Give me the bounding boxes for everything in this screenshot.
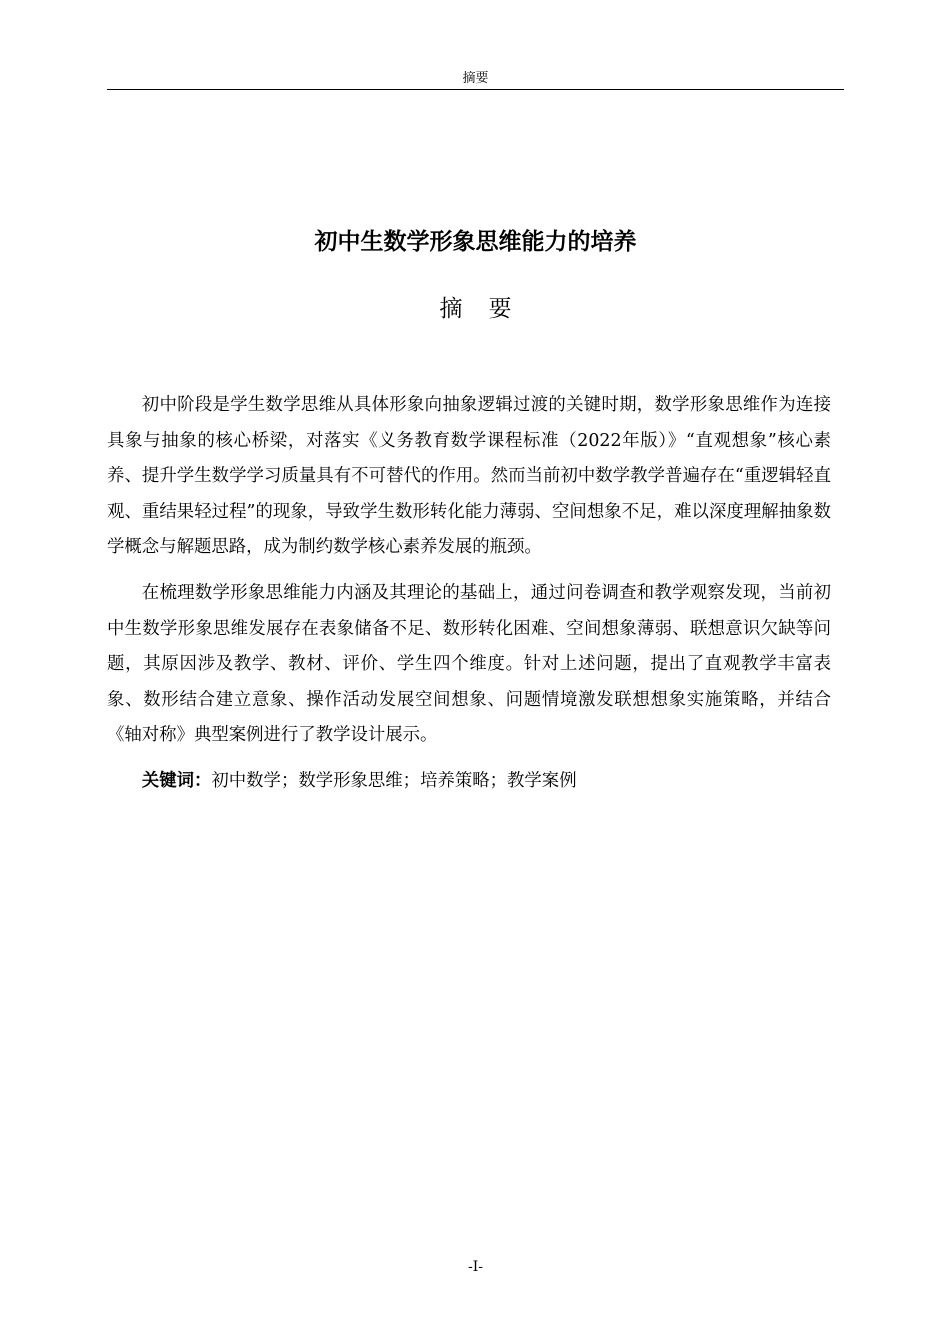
page-number: -I- <box>468 1259 483 1275</box>
abstract-heading-char-1: 摘 <box>439 296 463 322</box>
header-rule <box>107 89 844 90</box>
keywords-label: 关键词： <box>141 770 212 791</box>
abstract-paragraph-1: 初中阶段是学生数学思维从具体形象向抽象逻辑过渡的关键时期，数学形象思维作为连接具象与抽象的核心桥梁，对落实《义务教育数学课程标准（2022年版）》“直观想象”核心素养、提升学生数学学习质量具有不可替代的作用。然而当前初中数学教学普遍存在“重逻辑轻直观、重结果轻过程”的现象，导致学生数形转化能力薄弱、空间想象不足，难以深度理解抽象数学概念与解题思路，成为制约数学核心素养发展的瓶颈。 <box>107 395 831 558</box>
keywords-line <box>107 764 831 800</box>
running-header: 摘要 <box>462 71 489 86</box>
keywords-text: 初中数学；数学形象思维；培养策略；教学案例 <box>211 770 577 791</box>
abstract-heading <box>107 292 844 326</box>
abstract-paragraph-2: 在梳理数学形象思维能力内涵及其理论的基础上，通过问卷调查和教学观察发现，当前初中生数学形象思维发展存在表象储备不足、数形转化困难、空间想象薄弱、联想意识欠缺等问题，其原因涉及教学、教材、评价、学生四个维度。针对上述问题，提出了直观教学丰富表象、数形结合建立意象、操作活动发展空间想象、问题情境激发联想想象实施策略，并结合《轴对称》典型案例进行了教学设计展示。 <box>107 582 831 746</box>
paper-title: 初中生数学形象思维能力的培养 <box>314 229 637 255</box>
abstract-heading-char-2: 要 <box>488 296 512 322</box>
abstract-body <box>107 388 831 810</box>
